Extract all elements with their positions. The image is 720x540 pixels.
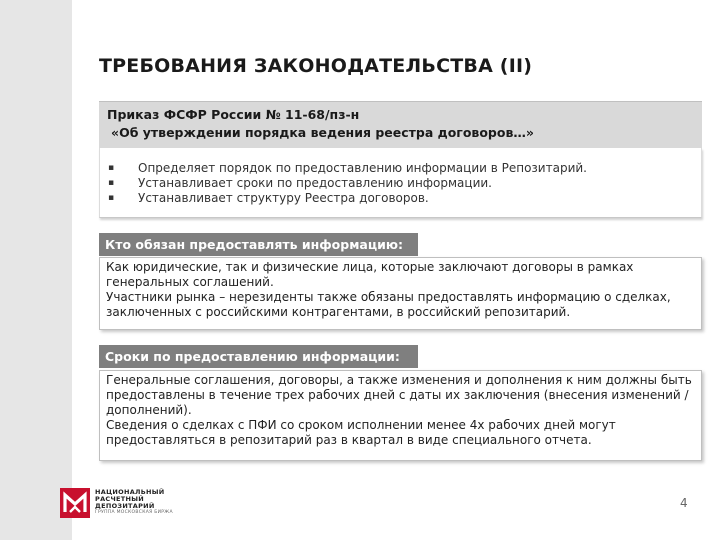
bullet-square-icon: ▪ [108, 193, 115, 203]
logo-line: РАСЧЕТНЫЙ [95, 495, 145, 503]
logo-line: НАЦИОНАЛЬНЫЙ [95, 488, 165, 496]
slide-title: ТРЕБОВАНИЯ ЗАКОНОДАТЕЛЬСТВА (II) [99, 55, 533, 77]
bullet-square-icon: ▪ [108, 178, 115, 188]
section-paragraph: Сведения о сделках с ПФИ со сроком исполнении менее 4х рабочих дней могут предоставляться в репозитарий раз в квартал в виде специального отчета. [106, 418, 616, 447]
logo-line: ДЕПОЗИТАРИЙ [95, 502, 155, 510]
section-box-who [99, 257, 702, 330]
order-bullets-box [99, 148, 702, 218]
section-paragraph: Генеральные соглашения, договоры, а также изменения и дополнения к ним должны быть предоставлены в течение трех рабочих дней с даты их заключения (внесения изменений / дополнений). [106, 373, 692, 417]
bullet-text: Устанавливает сроки по предоставлению информации. [138, 176, 492, 190]
nsd-logo-icon [60, 488, 90, 518]
logo-wordmark [95, 489, 173, 516]
order-header-box [99, 101, 702, 148]
logo-subline: ГРУППА МОСКОВСКАЯ БИРЖА [95, 510, 173, 515]
bullet-text: Определяет порядок по предоставлению информации в Репозитарий. [138, 161, 587, 175]
order-title: Приказ ФСФР России № 11-68/пз-н [107, 107, 360, 122]
bullet-list [108, 161, 693, 206]
left-decorative-bar [0, 0, 72, 540]
section-label-who: Кто обязан предоставлять информацию: [99, 233, 418, 256]
bullet-square-icon: ▪ [108, 163, 115, 173]
section-label-deadlines: Сроки по предоставлению информации: [99, 345, 418, 368]
section-box-deadlines [99, 370, 702, 461]
bullet-item [108, 176, 693, 191]
section-paragraph: Как юридические, так и физические лица, которые заключают договоры в рамках генеральных соглашений. [106, 260, 634, 289]
order-subtitle: «Об утверждении порядка ведения реестра договоров…» [111, 125, 534, 140]
bullet-text: Устанавливает структуру Реестра договоров. [138, 191, 429, 205]
bullet-item [108, 161, 693, 176]
bullet-item [108, 191, 693, 206]
section-paragraph: Участники рынка – нерезиденты также обязаны предоставлять информацию о сделках, заключенных с российскими контрагентами, в российский репозитарий. [106, 290, 671, 319]
page-number: 4 [680, 496, 688, 510]
